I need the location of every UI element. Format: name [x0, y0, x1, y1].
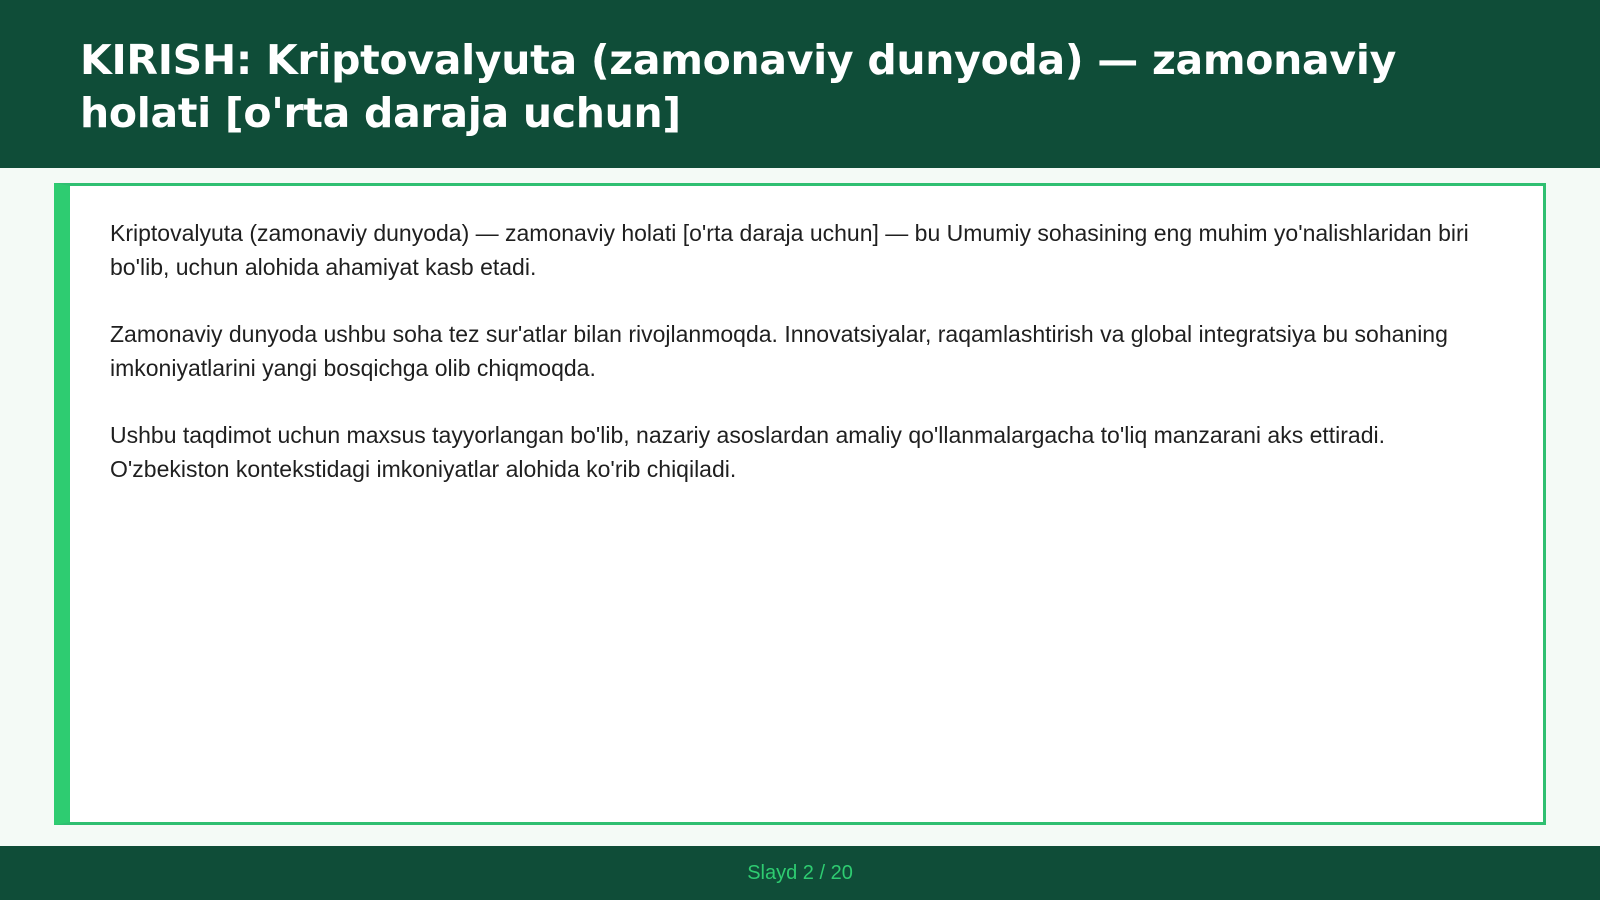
intro-paragraph: Kriptovalyuta (zamonaviy dunyoda) — zamonaviy holati [o'rta daraja uchun] — bu Umumiy sohasining eng muhim yo'nalishlaridan biri bo'lib, uchun alohida ahamiyat kasb etadi.: [110, 220, 1469, 280]
slide-footer: [0, 846, 1600, 900]
slide-title: KIRISH: Kriptovalyuta (zamonaviy dunyoda) — zamonaviy holati [o'rta daraja uchun]: [80, 36, 1397, 137]
presentation-scope-paragraph: Ushbu taqdimot uchun maxsus tayyorlangan bo'lib, nazariy asoslardan amaliy qo'llanmalargacha to'liq manzarani aks ettiradi. O'zbekiston kontekstidagi imkoniyatlar alohida ko'rib chiqiladi.: [110, 422, 1386, 482]
slide-header: [0, 0, 1600, 168]
modern-world-paragraph: Zamonaviy dunyoda ushbu soha tez sur'atlar bilan rivojlanmoqda. Innovatsiyalar, raqamlashtirish va global integratsiya bu sohaning imkoniyatlarini yangi bosqichga olib chiqmoqda.: [110, 321, 1448, 381]
slide-counter: Slayd 2 / 20: [747, 861, 853, 884]
content-card: [54, 183, 1546, 825]
